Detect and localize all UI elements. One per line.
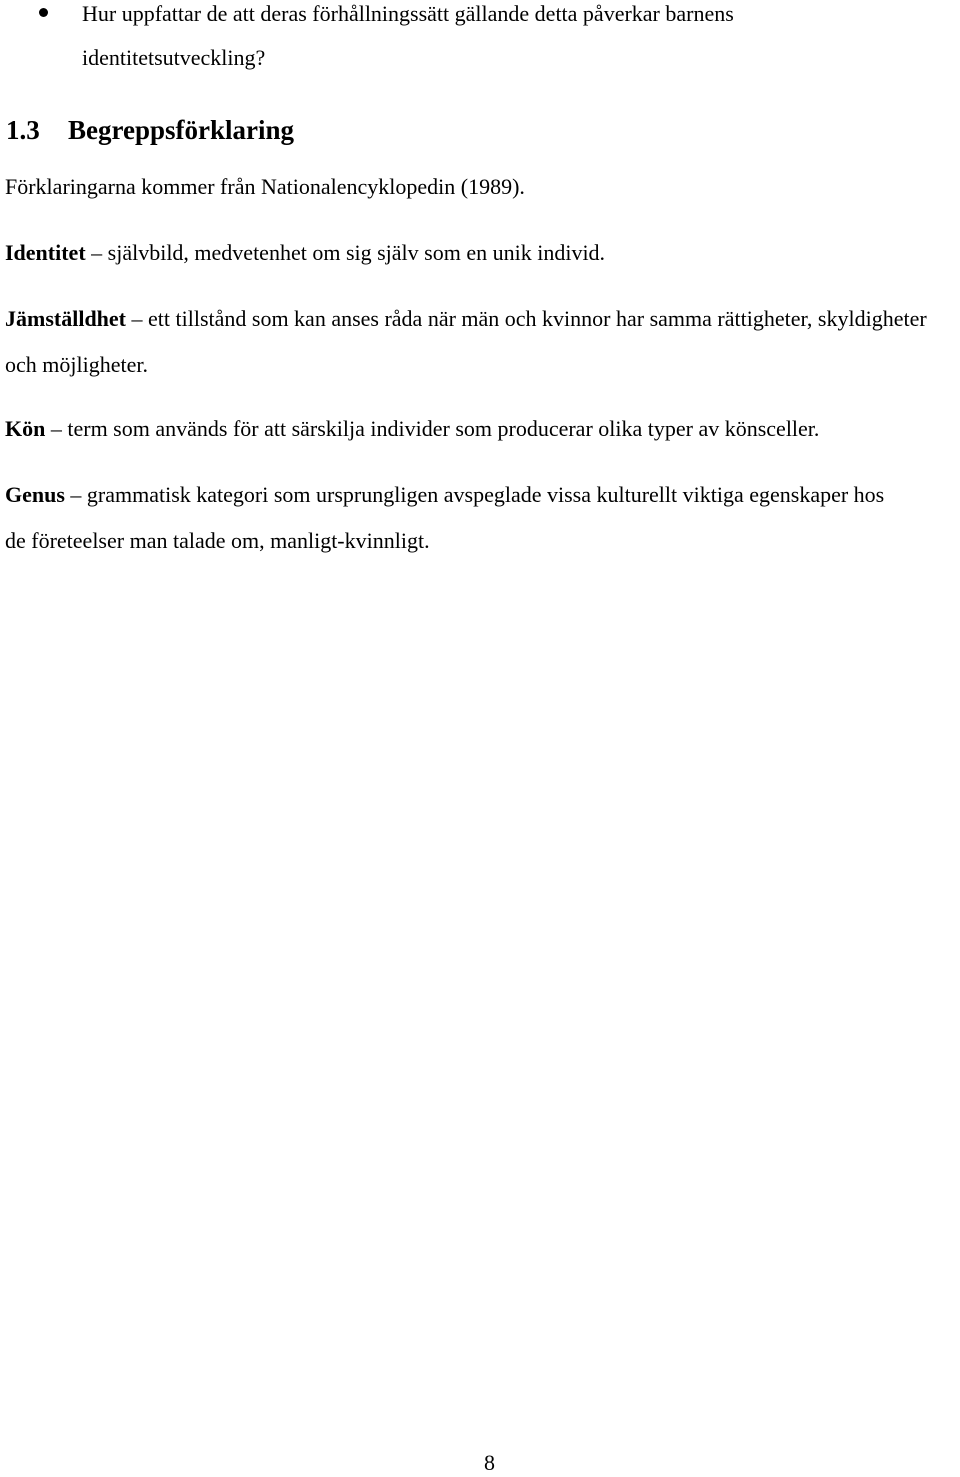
definition-text: självbild, medvetenhet om sig själv som en unik individ.: [107, 240, 606, 265]
definition-term: Kön: [5, 416, 46, 441]
section-heading: [6, 112, 294, 148]
definition-genus: [5, 472, 905, 564]
definition-term: Identitet: [5, 240, 86, 265]
definition-text: term som används för att särskilja individer som producerar olika typer av könsceller.: [67, 416, 820, 441]
intro-paragraph: Förklaringarna kommer från Nationalencyklopedin (1989).: [5, 174, 525, 199]
definition-kon: [5, 406, 960, 452]
page-number: 8: [484, 1450, 495, 1475]
section-title: Begreppsförklaring: [68, 115, 295, 145]
definition-dash: –: [131, 306, 143, 331]
definition-identitet: [5, 230, 960, 276]
definition-term: Genus: [5, 482, 65, 507]
section-number: 1.3: [6, 115, 40, 145]
definition-text: grammatisk kategori som ursprungligen avspeglade vissa kulturellt viktiga egenskaper hos de företeelser man talade om, manligt-kvinnligt.: [5, 482, 885, 553]
definition-dash: –: [50, 416, 62, 441]
definition-dash: –: [70, 482, 82, 507]
definition-term: Jämställdhet: [5, 306, 126, 331]
definition-dash: –: [91, 240, 103, 265]
definition-jamstalldhet: [5, 296, 960, 388]
definition-text: ett tillstånd som kan anses råda när män och kvinnor har samma rättigheter, skyldigheter och möjligheter.: [5, 306, 927, 377]
bullet-text: Hur uppfattar de att deras förhållningssätt gällande detta påverkar barnens identitetsutveckling?: [82, 1, 734, 70]
bullet-icon: [39, 8, 48, 17]
